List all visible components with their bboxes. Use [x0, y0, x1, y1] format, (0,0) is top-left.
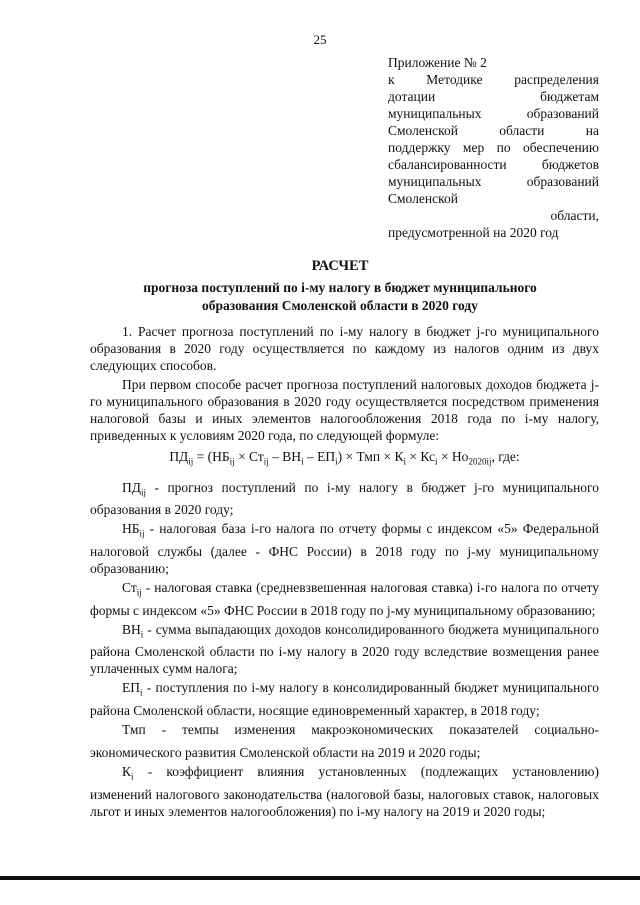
formula-sub: i: [435, 456, 438, 467]
paragraph-2: При первом способе расчет прогноза поступлений налоговых доходов бюджета j-го муниципального образования в 2020 году осуществляется посредством применения налоговой базы и иных элементов налогообложения 2018 года по i-му налогу, приведенных к условиям 2020 года, по следующей формуле:: [90, 377, 599, 443]
appendix-header: [388, 54, 599, 241]
formula-sub: 2020ij: [468, 456, 492, 467]
appendix-line: дотации бюджетам: [388, 89, 599, 104]
page-number: 25: [313, 32, 327, 47]
definition-text: - поступления по i-му налогу в консолидированный бюджет муниципального района Смоленской области, носящие единовременный характер, в 2018 году;: [90, 680, 599, 719]
formula-sub: i: [335, 456, 338, 467]
appendix-line: муниципальных образований: [388, 106, 599, 121]
appendix-line: Приложение № 2: [388, 55, 487, 70]
formula-part: × Ст: [234, 449, 264, 464]
appendix-line: предусмотренной на 2020 год: [388, 225, 559, 240]
definition-symbol-sub: i: [140, 629, 144, 640]
definition-text: - прогноз поступлений по i-му налогу в бюджет j-го муниципального образования в 2020 году;: [90, 479, 599, 518]
title-line: прогноза поступлений по i-му налогу в бюджет муниципального: [143, 280, 537, 295]
formula-part: – ВН: [268, 449, 302, 464]
definition-symbol-sub: ij: [136, 587, 142, 598]
appendix-line: муниципальных образований: [388, 174, 599, 189]
formula: [90, 448, 599, 471]
bottom-scan-border: [0, 876, 640, 880]
appendix-line: области,: [550, 208, 599, 223]
title-head: РАСЧЕТ: [311, 258, 369, 274]
appendix-line: сбалансированности бюджетов: [388, 157, 599, 172]
definition-item: [90, 479, 599, 519]
definition-item: [90, 763, 599, 820]
definition-symbol: Ст: [122, 580, 137, 596]
definition-text: - налоговая ставка (средневзвешенная налоговая ставка) i-го налога по отчету формы с индексом «5» ФНС России в 2018 году по j-му муниципальному образованию;: [90, 580, 599, 618]
formula-sub: ij: [263, 456, 269, 467]
definition-text: - налоговая база i-го налога по отчету формы с индексом «5» Федеральной налоговой службы (далее - ФНС России) в 2018 году по j-му муниципальному образованию;: [90, 521, 599, 577]
definition-item: [90, 579, 599, 619]
formula-part: × Но: [437, 449, 469, 464]
appendix-line: Смоленской области на: [388, 123, 599, 138]
formula-part: × Кс: [406, 449, 436, 464]
definition-symbol-sub: ij: [140, 487, 146, 498]
definition-symbol: ВН: [122, 621, 141, 637]
definition-symbol: ПД: [122, 479, 141, 495]
appendix-line: к Методике распределения: [388, 72, 599, 87]
definition-text: - темпы изменения макроэкономических показателей социально-экономического развития Смоленской области на 2019 и 2020 годы;: [90, 722, 599, 760]
definition-symbol-sub: i: [131, 771, 134, 782]
definition-item: [90, 679, 599, 719]
formula-sub: ij: [229, 456, 235, 467]
definition-symbol-sub: ij: [139, 529, 145, 540]
formula-sub: i: [403, 456, 407, 467]
definition-text: - сумма выпадающих доходов консолидированного бюджета муниципального района Смоленской области по i-му налогу в 2020 году вследствие возмещения ранее уплаченных сумм налога;: [90, 621, 599, 677]
formula-sub: i: [301, 456, 304, 467]
appendix-line: Смоленской: [388, 191, 458, 206]
formula-part: – ЕП: [303, 449, 336, 464]
formula-part: ПД: [169, 449, 189, 464]
formula-part: , где:: [491, 449, 520, 464]
definition-item: [90, 621, 599, 678]
definition-symbol: ЕП: [122, 680, 140, 696]
definition-symbol: К: [122, 763, 132, 779]
title-line: образования Смоленской области в 2020 году: [201, 298, 478, 313]
definition-text: - коэффициент влияния установленных (подлежащих установлению) изменений налогового законодательства (налоговой базы, налоговых ставок, налоговых льгот и иных элементов налогообложения) по i-му налогу на 2019 и 2020 годы;: [90, 763, 599, 819]
paragraph-1: 1. Расчет прогноза поступлений по i-му налогу в бюджет j-го муниципального образования в 2020 году осуществляется по каждому из налогов одним из двух следующих способов.: [90, 324, 599, 373]
definition-symbol: НБ: [122, 521, 140, 537]
definition-symbol: Тмп: [122, 722, 146, 738]
definition-item: [90, 721, 599, 761]
formula-part: ) × Тмп × К: [337, 449, 404, 464]
document-body: [90, 323, 599, 822]
definition-symbol-sub: i: [140, 688, 143, 699]
document-title: [90, 257, 590, 315]
formula-sub: ij: [188, 456, 194, 467]
formula-part: = (НБ: [193, 449, 230, 464]
appendix-line: поддержку мер по обеспечению: [388, 140, 599, 155]
definition-item: [90, 520, 599, 577]
